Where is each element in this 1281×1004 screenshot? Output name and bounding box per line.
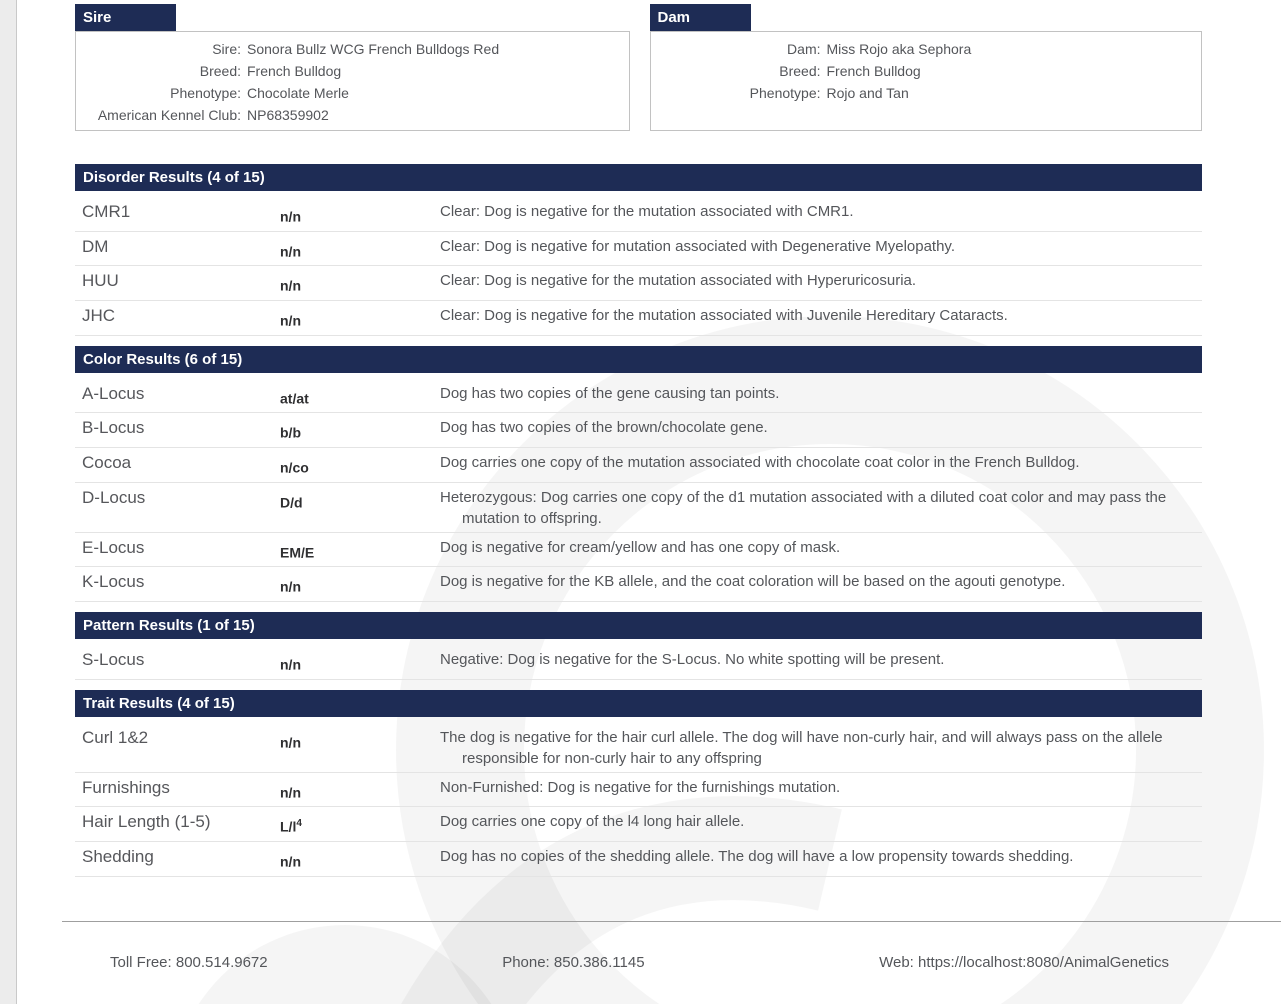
footer-contact-row <box>62 922 1281 971</box>
genotype-cell <box>280 571 440 598</box>
parent-field-value: French Bulldog <box>247 63 342 79</box>
result-section <box>75 346 1202 602</box>
section-rows <box>75 723 1202 877</box>
parent-field <box>76 104 629 126</box>
parent-field-label: Breed: <box>779 63 821 79</box>
toll-free-text: Toll Free: 800.514.9672 <box>110 953 268 971</box>
locus-name: S-Locus <box>82 649 145 669</box>
locus-name: CMR1 <box>82 202 131 221</box>
sire-panel <box>75 4 630 131</box>
genotype-value: n/n <box>280 784 301 801</box>
result-row <box>75 773 1202 808</box>
genotype-value: D/d <box>280 494 303 511</box>
genotype-value: n/n <box>280 734 301 751</box>
result-row <box>75 842 1202 877</box>
genotype-value: n/n <box>280 853 301 870</box>
sire-tab: Sire <box>75 4 176 31</box>
parent-field <box>76 82 629 104</box>
result-row <box>75 533 1202 568</box>
section-rows <box>75 645 1202 680</box>
section-header-title: Color Results (6 of 15) <box>83 350 243 368</box>
page-left-margin <box>0 0 17 1004</box>
genotype-value: n/n <box>280 578 301 595</box>
genotype-cell <box>280 270 440 297</box>
result-description: Dog is negative for cream/yellow and has one copy of mask. <box>440 538 841 556</box>
genotype-cell <box>280 727 440 769</box>
sire-box <box>75 31 630 131</box>
dam-tab: Dam <box>650 4 751 31</box>
result-row <box>75 197 1202 232</box>
genotype-cell <box>280 452 440 479</box>
web-link-text: Web: https://localhost:8080/AnimalGenetics <box>879 953 1169 971</box>
locus-name: A-Locus <box>82 383 145 403</box>
genotype-cell <box>280 417 440 444</box>
result-row <box>75 723 1202 773</box>
result-row <box>75 448 1202 483</box>
parent-info-row <box>75 4 1202 131</box>
section-header <box>75 612 1202 639</box>
parent-field <box>76 60 629 82</box>
genotype-value: n/n <box>280 208 301 225</box>
result-description: The dog is negative for the hair curl allele. The dog will have non-curly hair, and will always pass on the allele responsible for non-curly hair to any offspring <box>440 728 1163 767</box>
report-footer <box>62 921 1281 971</box>
result-description: Clear: Dog is negative for the mutation associated with Hyperuricosuria. <box>440 272 917 290</box>
parent-field <box>651 82 1202 104</box>
parent-field-label: Phenotype: <box>170 85 241 101</box>
genotype-value: n/n <box>280 656 301 673</box>
parent-field-value: Miss Rojo aka Sephora <box>826 41 972 57</box>
section-header <box>75 346 1202 373</box>
locus-name: D-Locus <box>82 487 146 507</box>
parent-field-label: American Kennel Club: <box>97 107 241 123</box>
locus-name: Cocoa <box>82 452 132 472</box>
locus-name: Shedding <box>82 846 154 866</box>
report-content <box>75 0 1202 877</box>
result-description: Negative: Dog is negative for the S-Locus. No white spotting will be present. <box>440 650 945 668</box>
result-description: Clear: Dog is negative for the mutation associated with Juvenile Hereditary Cataracts. <box>440 306 1008 324</box>
genotype-cell <box>280 777 440 804</box>
genotype-value: n/n <box>280 243 301 260</box>
parent-field <box>76 38 629 60</box>
dam-fields <box>651 38 1202 104</box>
sire-fields <box>76 38 629 126</box>
result-description: Clear: Dog is negative for mutation associated with Degenerative Myelopathy. <box>440 237 955 255</box>
result-description: Dog has two copies of the gene causing tan points. <box>440 384 780 402</box>
locus-name: Hair Length (1-5) <box>82 812 211 832</box>
result-row <box>75 413 1202 448</box>
result-description: Heterozygous: Dog carries one copy of the d1 mutation associated with a diluted coat color and may pass the mutation to offspring. <box>440 488 1167 527</box>
section-header <box>75 164 1202 191</box>
parent-field-label: Breed: <box>199 63 241 79</box>
result-row <box>75 483 1202 533</box>
report-document <box>18 0 1281 971</box>
parent-field-label: Dam: <box>787 41 821 57</box>
genotype-value: EM/E <box>280 544 315 561</box>
result-description: Dog has no copies of the shedding allele. The dog will have a low propensity towards shedding. <box>440 847 1074 865</box>
parent-field <box>651 38 1202 60</box>
section-rows <box>75 379 1202 602</box>
genotype-cell <box>280 649 440 676</box>
result-description: Clear: Dog is negative for the mutation associated with CMR1. <box>440 203 854 220</box>
parent-field-label: Phenotype: <box>749 85 821 101</box>
locus-name: HUU <box>82 271 119 291</box>
genotype-value: n/n <box>280 277 301 294</box>
genotype-value: b/b <box>280 424 301 441</box>
parent-field-label: Sire: <box>212 41 241 57</box>
genotype-cell <box>280 487 440 529</box>
phone-text: Phone: 850.386.1145 <box>502 953 645 971</box>
result-row <box>75 301 1202 336</box>
genotype-value: at/at <box>280 390 309 407</box>
locus-name: JHC <box>82 305 116 325</box>
locus-name: B-Locus <box>82 418 145 438</box>
locus-name: K-Locus <box>82 572 145 592</box>
parent-field-value: French Bulldog <box>826 63 921 79</box>
locus-name: Curl 1&2 <box>82 727 149 747</box>
parent-field-value: NP68359902 <box>247 107 329 123</box>
result-row <box>75 645 1202 680</box>
result-description: Dog is negative for the KB allele, and the coat coloration will be based on the agouti genotype. <box>440 573 1066 591</box>
parent-field <box>651 60 1202 82</box>
genotype-value: n/co <box>280 459 309 476</box>
dam-box <box>650 31 1203 131</box>
genotype-cell <box>280 236 440 263</box>
section-rows <box>75 197 1202 336</box>
result-section <box>75 164 1202 336</box>
parent-field-value: Sonora Bullz WCG French Bulldogs Red <box>247 41 500 57</box>
genotype-cell <box>280 383 440 410</box>
result-description: Non-Furnished: Dog is negative for the furnishings mutation. <box>440 778 841 796</box>
section-header-title: Trait Results (4 of 15) <box>83 694 235 712</box>
result-section <box>75 690 1202 877</box>
genotype-cell <box>280 201 440 228</box>
section-header <box>75 690 1202 717</box>
results-sections <box>75 164 1202 877</box>
dam-panel <box>650 4 1203 131</box>
genotype-cell <box>280 305 440 332</box>
locus-name: DM <box>82 236 109 256</box>
result-row <box>75 232 1202 267</box>
result-row <box>75 379 1202 414</box>
locus-name: E-Locus <box>82 537 145 557</box>
genotype-cell <box>280 537 440 564</box>
genotype-superscript: 4 <box>296 818 302 830</box>
section-header-title: Pattern Results (1 of 15) <box>83 616 255 634</box>
result-row <box>75 567 1202 602</box>
parent-field-value: Rojo and Tan <box>826 85 909 101</box>
result-row <box>75 807 1202 842</box>
locus-name: Furnishings <box>82 777 170 797</box>
result-description: Dog carries one copy of the mutation associated with chocolate coat color in the French Bulldog. <box>440 453 1080 471</box>
result-section <box>75 612 1202 680</box>
result-description: Dog carries one copy of the l4 long hair allele. <box>440 813 745 831</box>
result-row <box>75 266 1202 301</box>
genotype-cell <box>280 811 440 838</box>
section-header-title: Disorder Results (4 of 15) <box>83 169 265 186</box>
genotype-cell <box>280 846 440 873</box>
result-description: Dog has two copies of the brown/chocolate gene. <box>440 419 768 437</box>
genotype-value: n/n <box>280 312 301 329</box>
parent-field-value: Chocolate Merle <box>247 85 349 101</box>
genotype-value: L/l <box>280 818 297 835</box>
